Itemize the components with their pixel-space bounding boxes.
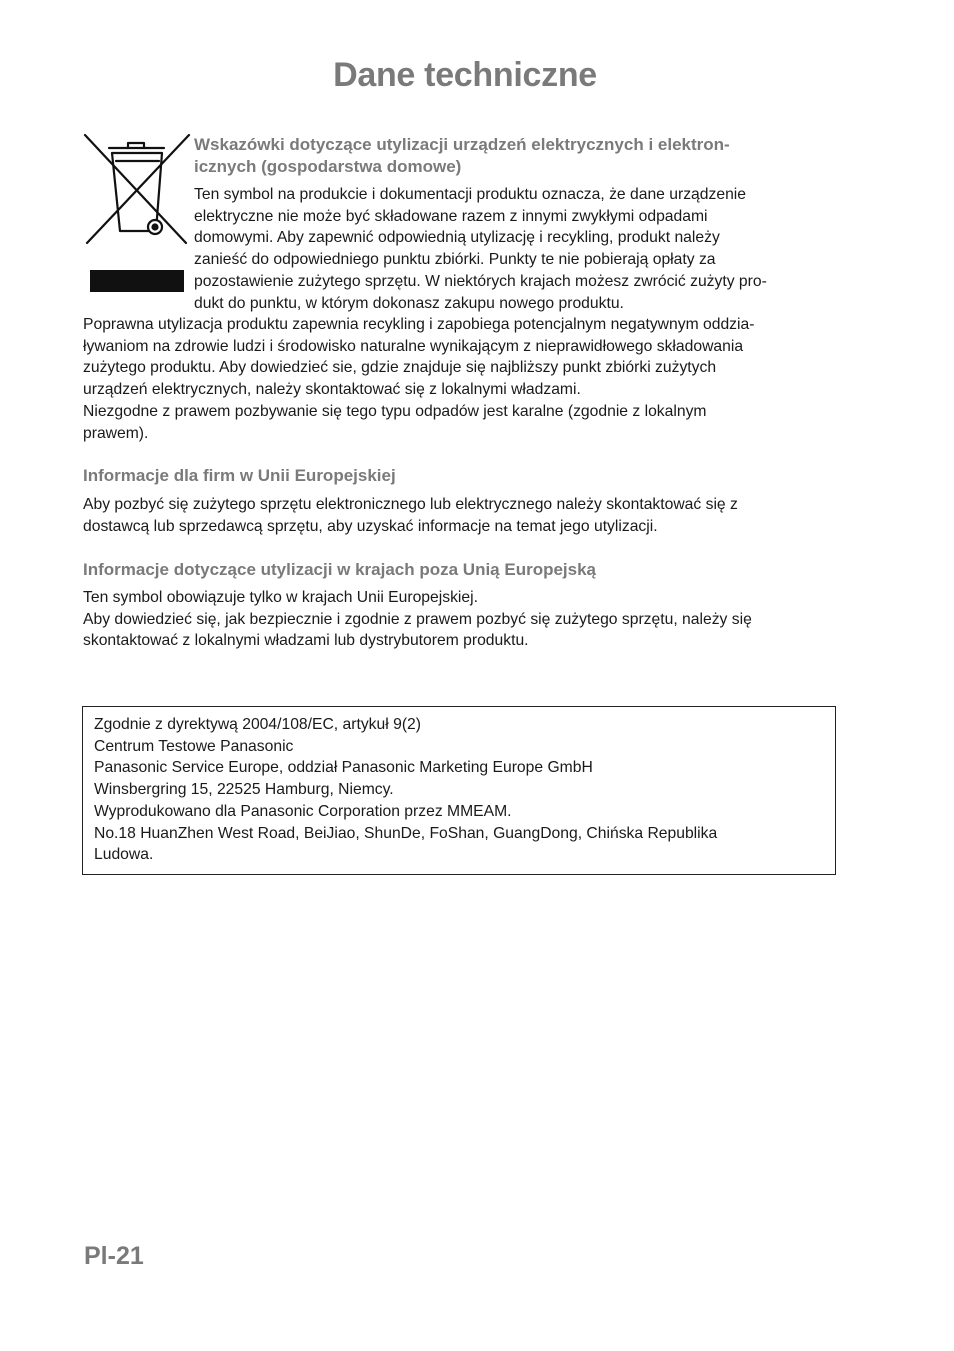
weee-heading <box>194 134 730 178</box>
weee-heading-line: Wskazówki dotyczące utylizacji urządzeń elektrycznych i elektron- <box>194 135 730 154</box>
info-line: Winsbergring 15, 22525 Hamburg, Niemcy. <box>94 781 394 799</box>
manufacturer-info-box <box>82 706 836 875</box>
text-line: Aby pozbyć się zużytego sprzętu elektronicznego lub elektrycznego należy skontaktować się z <box>83 496 738 513</box>
info-line: Ludowa. <box>94 846 154 864</box>
crossed-out-wheelie-bin-icon <box>82 131 192 246</box>
text-line: pozostawienie zużytego sprzętu. W niektórych krajach możesz zwrócić zużyty pro- <box>194 272 767 290</box>
weee-black-bar <box>90 270 184 292</box>
text-line: ływaniom na zdrowie ludzi i środowisko naturalne wynikającym z nieprawidłowego składowania <box>83 337 744 355</box>
text-line: dostawcą lub sprzedawcą sprzętu, aby uzyskać informacje na temat jego utylizacji. <box>83 517 658 535</box>
weee-intro-text <box>194 184 767 314</box>
page-number: Pl-21 <box>84 1242 144 1270</box>
info-line: Wyprodukowano dla Panasonic Corporation przez MMEAM. <box>94 802 512 820</box>
text-line: dukt do punktu, w którym dokonasz zakupu nowego produktu. <box>194 294 624 312</box>
business-heading: Informacje dla firm w Unii Europejskiej <box>83 466 396 485</box>
text-line: Niezgodne z prawem pozbywanie się tego typu odpadów jest karalne (zgodnie z lokalnym <box>83 402 707 420</box>
page-title: Dane techniczne <box>333 56 597 94</box>
text-line: Poprawna utylizacja produktu zapewnia recykling i zapobiega potencjalnym negatywnym oddzia- <box>83 316 755 333</box>
info-line: Centrum Testowe Panasonic <box>94 737 294 755</box>
text-line: zanieść do odpowiedniego punktu zbiórki. Punkty te nie pobierają opłaty za <box>194 251 716 269</box>
weee-heading-line: icznych (gospodarstwa domowe) <box>194 157 462 176</box>
outside-eu-body-text <box>83 587 752 652</box>
text-line: Ten symbol obowiązuje tylko w krajach Unii Europejskiej. <box>83 589 478 606</box>
info-line: Panasonic Service Europe, oddział Panasonic Marketing Europe GmbH <box>94 759 593 777</box>
info-line: No.18 HuanZhen West Road, BeiJiao, ShunDe, FoShan, GuangDong, Chińska Republika <box>94 824 718 842</box>
text-line: elektryczne nie może być składowane razem z innymi zwykłymi odpadami <box>194 207 708 225</box>
info-line: Zgodnie z dyrektywą 2004/108/EC, artykuł 9(2) <box>94 716 421 733</box>
outside-eu-heading: Informacje dotyczące utylizacji w krajach poza Unią Europejską <box>83 560 597 579</box>
text-line: skontaktować z lokalnymi władzami lub dystrybutorem produktu. <box>83 632 529 650</box>
text-line: urządzeń elektrycznych, należy skontaktować się z lokalnymi władzami. <box>83 381 581 399</box>
text-line: Ten symbol na produkcie i dokumentacji produktu oznacza, że dane urządzenie <box>194 186 747 203</box>
text-line: domowymi. Aby zapewnić odpowiednią utylizację i recykling, produkt należy <box>194 229 720 247</box>
weee-body-text <box>83 314 754 444</box>
text-line: zużytego produktu. Aby dowiedzieć sie, gdzie znajduje się najbliższy punkt zbiórki zużytych <box>83 359 717 377</box>
text-line: Aby dowiedzieć się, jak bezpiecznie i zgodnie z prawem pozbyć się zużytego sprzętu, należy się <box>83 610 752 628</box>
text-line: prawem). <box>83 424 149 442</box>
business-body-text <box>83 494 738 537</box>
